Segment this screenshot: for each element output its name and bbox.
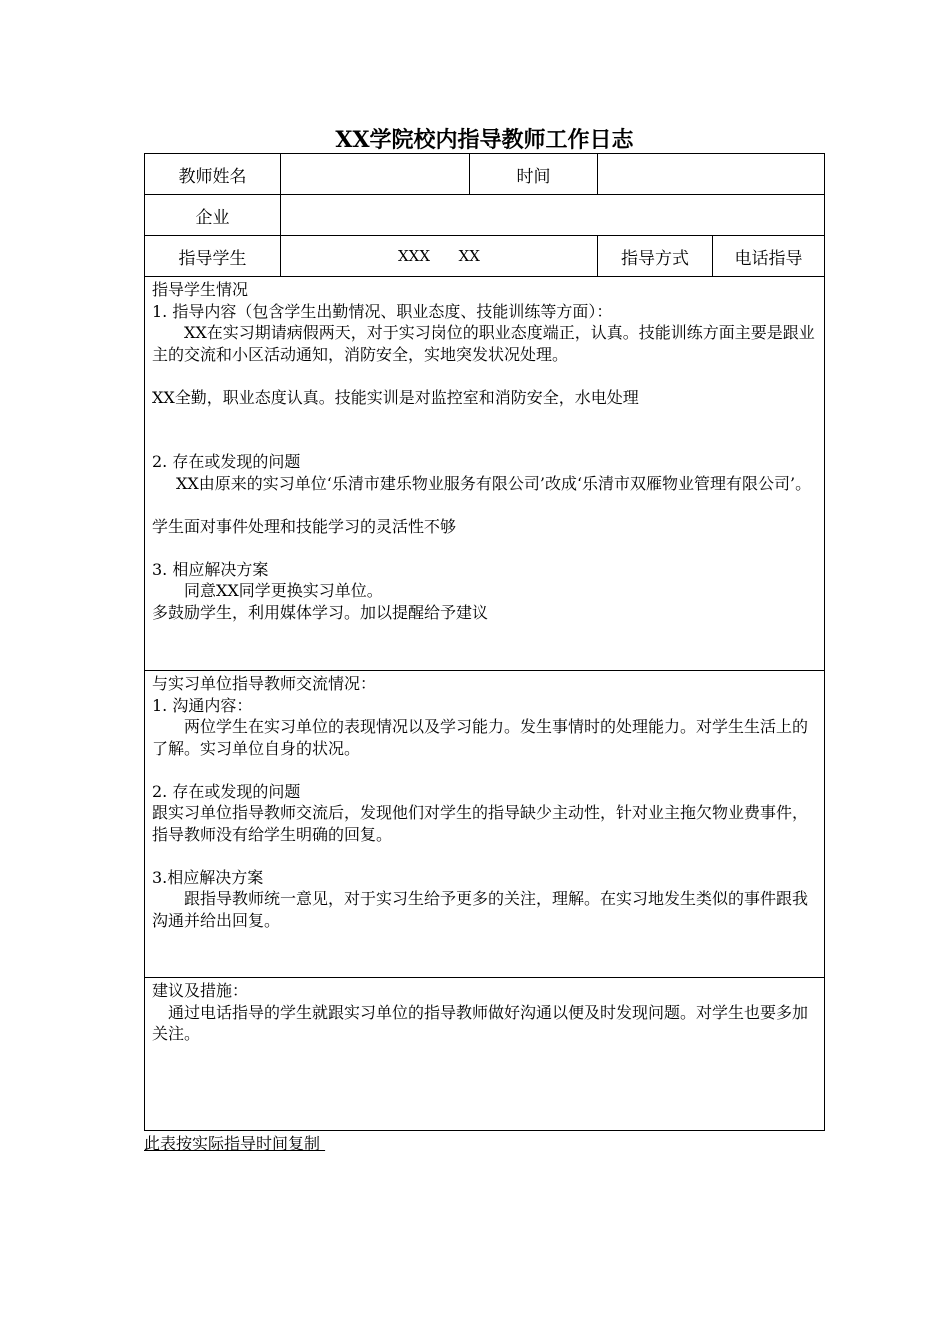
paragraph: 两位学生在实习单位的表现情况以及学习能力。发生事情时的处理能力。对学生生活上的了解。实习单位自身的状况。 bbox=[152, 717, 809, 758]
paragraph: XX由原来的实习单位‘乐清市建乐物业服务有限公司’改成‘乐清市双雁物业管理有限公司’。 bbox=[176, 473, 812, 493]
paragraph: 跟实习单位指导教师交流后，发现他们对学生的指导缺少主动性，针对业主拖欠物业费事件，指导教师没有给学生明确的回复。 bbox=[152, 803, 809, 844]
paragraph: XX在实习期请病假两天，对于实习岗位的职业态度端正，认真。技能训练方面主要是跟业主的交流和小区活动通知，消防安全，实地突发状况处理。 bbox=[152, 323, 815, 364]
company-label: 企业 bbox=[195, 207, 230, 228]
teacher-name-label: 教师姓名 bbox=[178, 166, 247, 187]
item-title: 3. 相应解决方案 bbox=[152, 559, 269, 579]
row-divider bbox=[144, 977, 825, 978]
paragraph: XX全勤，职业态度认真。技能实训是对监控室和消防安全，水电处理 bbox=[152, 387, 639, 407]
student-guidance-section bbox=[152, 279, 820, 623]
section-heading: 建议及措施： bbox=[152, 981, 249, 1000]
row-divider bbox=[144, 276, 825, 277]
suggestions-section bbox=[152, 980, 820, 1045]
students-value: XXX XX bbox=[397, 247, 480, 265]
item-title: 1. 指导内容（包含学生出勤情况、职业态度、技能训练等方面）： bbox=[152, 301, 613, 321]
teacher-name-value bbox=[281, 154, 469, 194]
paragraph: 多鼓励学生，利用媒体学习。加以提醒给予建议 bbox=[152, 602, 489, 622]
mentor-communication-section bbox=[152, 673, 820, 931]
paragraph: 跟指导教师统一意见，对于实习生给予更多的关注，理解。在实习地发生类似的事件跟我沟通并给出回复。 bbox=[152, 889, 809, 930]
company-value bbox=[281, 195, 824, 235]
row-divider bbox=[144, 670, 825, 671]
time-label: 时间 bbox=[516, 166, 551, 187]
item-title: 2. 存在或发现的问题 bbox=[152, 452, 301, 471]
paragraph: 通过电话指导的学生就跟实习单位的指导教师做好沟通以便及时发现问题。对学生也要多加关注。 bbox=[152, 1002, 809, 1043]
method-value: 电话指导 bbox=[734, 248, 803, 269]
footer-note: 此表按实际指导时间复制 bbox=[144, 1134, 326, 1153]
item-title: 3.相应解决方案 bbox=[152, 867, 264, 887]
item-title: 2. 存在或发现的问题 bbox=[152, 781, 301, 801]
students-label: 指导学生 bbox=[178, 248, 247, 269]
method-label: 指导方式 bbox=[621, 248, 689, 269]
document-title: XX学院校内指导教师工作日志 bbox=[335, 127, 634, 153]
paragraph: 学生面对事件处理和技能学习的灵活性不够 bbox=[152, 516, 457, 536]
section-heading: 与实习单位指导教师交流情况： bbox=[152, 674, 377, 693]
section-heading: 指导学生情况 bbox=[152, 280, 249, 299]
item-title: 1. 沟通内容： bbox=[152, 695, 253, 715]
time-value bbox=[598, 154, 824, 194]
paragraph: 同意XX同学更换实习单位。 bbox=[184, 581, 383, 600]
